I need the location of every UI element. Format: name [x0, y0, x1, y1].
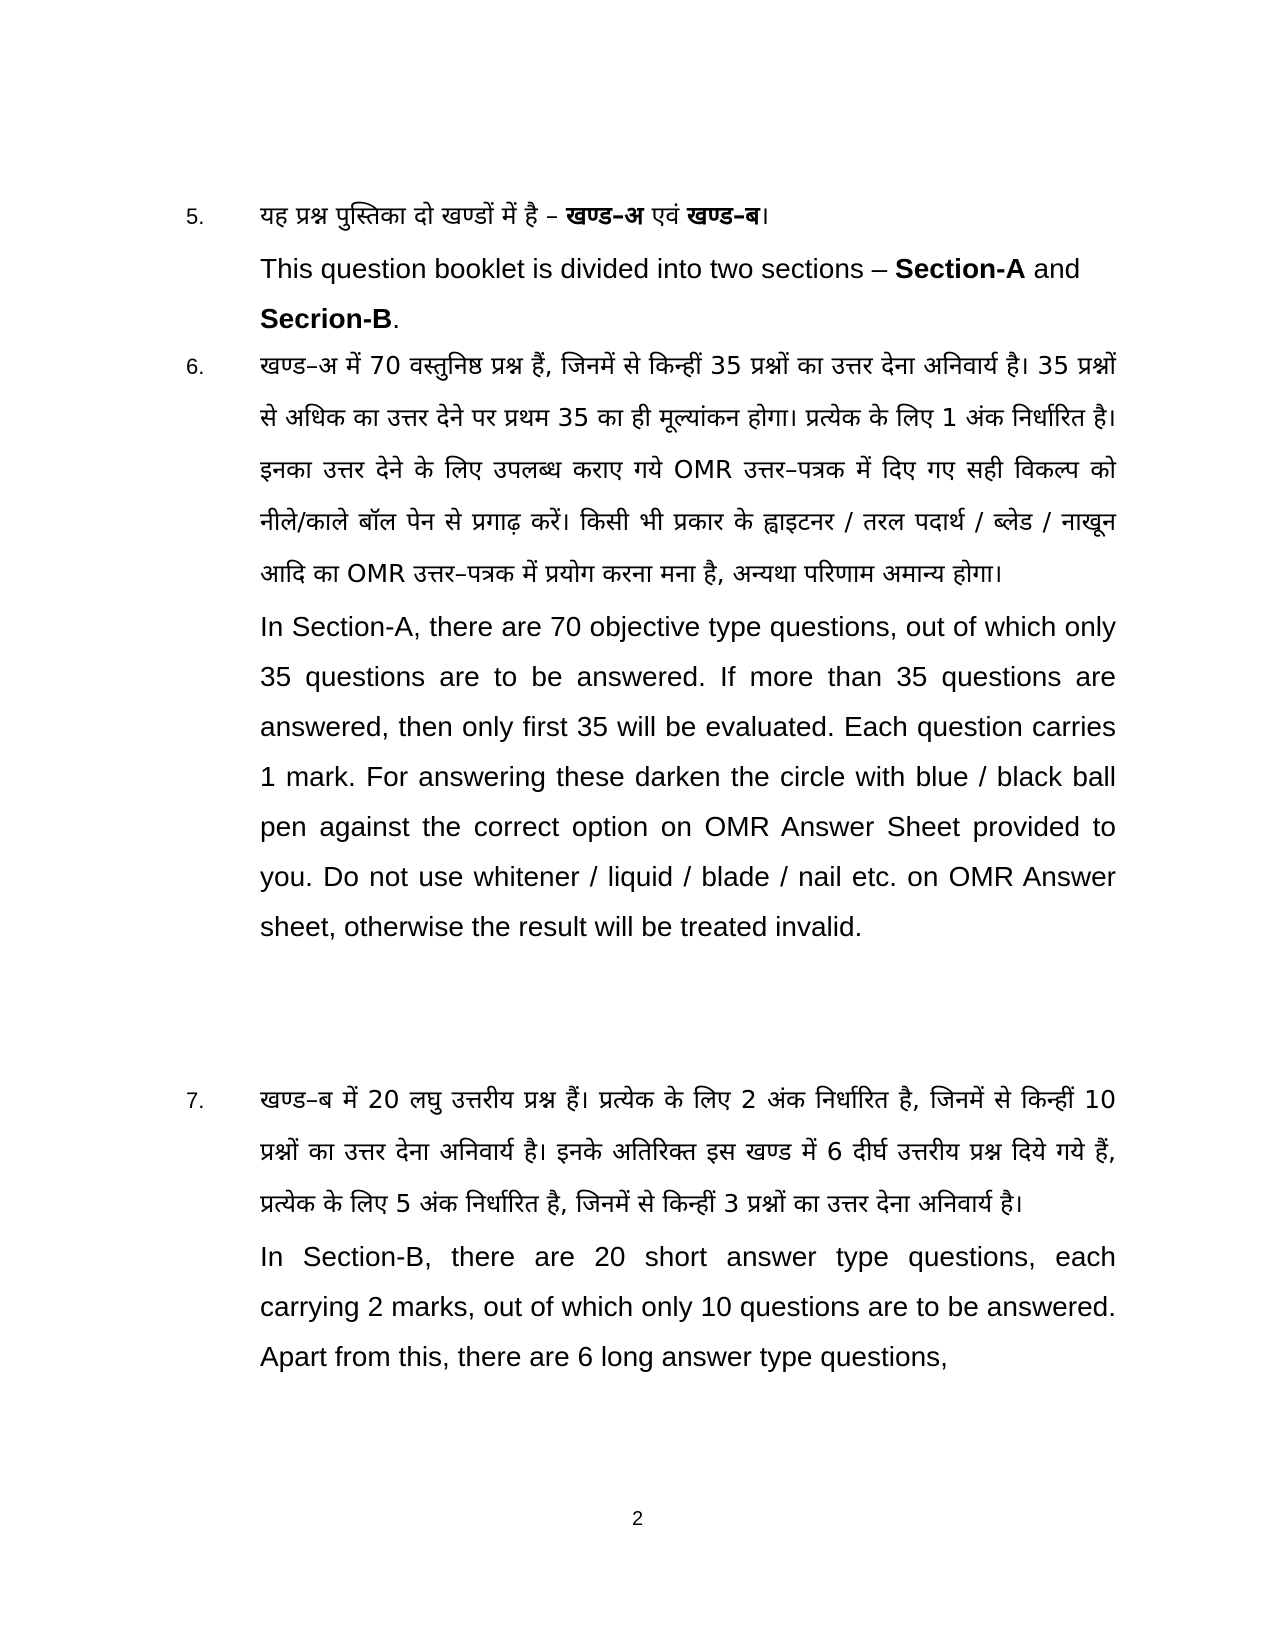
english-section-a-label: Section-A [895, 253, 1026, 284]
english-section-b-label: Secrion-B [260, 303, 393, 334]
hindi-text-part: । [759, 201, 770, 230]
hindi-text-part: यह प्रश्न पुस्तिका दो खण्डों में है – [260, 201, 567, 230]
hindi-text [260, 190, 1116, 242]
page-number: 2 [631, 1508, 644, 1530]
hindi-text: खण्ड–अ में 70 वस्तुनिष्ठ प्रश्न हैं, जिनमें से किन्हीं 35 प्रश्नों का उत्तर देना अनिवार्य है। 35 प्रश्नों से अधिक का उत्तर देने पर प्रथम 35 का ही मूल्यांकन होगा। प्रत्येक के लिए 1 अंक निर्धारित है। इनका उत्तर देने के लिए उपलब्ध कराए गये OMR उत्तर–पत्रक में दिए गए सही विकल्प को नीले/काले बॉल पेन से प्रगाढ़ करें। किसी भी प्रकार के ह्वाइटनर / तरल पदार्थ / ब्लेड / नाखून आदि का OMR उत्तर–पत्रक में प्रयोग करना मना है, अन्यथा परिणाम अमान्य होगा। [260, 351, 1116, 588]
item-body [260, 340, 1116, 952]
item-number: 7. [186, 1088, 205, 1113]
hindi-text-part: एवं [643, 201, 688, 230]
hindi-section-a-label: खण्ड–अ [566, 201, 644, 230]
item-number: 5. [186, 204, 205, 229]
english-text-part: This question booklet is divided into two sections – [260, 253, 896, 284]
hindi-text: खण्ड–ब में 20 लघु उत्तरीय प्रश्न हैं। प्रत्येक के लिए 2 अंक निर्धारित है, जिनमें से किन्हीं 10 प्रश्नों का उत्तर देना अनिवार्य है। इनके अतिरिक्त इस खण्ड में 6 दीर्घ उत्तरीय प्रश्न दिये गये हैं, प्रत्येक के लिए 5 अंक निर्धारित है, जिनमें से किन्हीं 3 प्रश्नों का उत्तर देना अनिवार्य है। [260, 1085, 1116, 1218]
english-text [260, 244, 1116, 344]
item-number: 6. [186, 354, 205, 379]
item-body [260, 190, 1116, 344]
english-text-part: and [1025, 253, 1081, 284]
english-text-part: . [392, 303, 401, 334]
item-body [260, 1074, 1116, 1382]
english-text: In Section-B, there are 20 short answer type questions, each carrying 2 marks, out of which only 10 questions are to be answered. Apart from this, there are 6 long answer type questions, [260, 1241, 1116, 1372]
english-text: In Section-A, there are 70 objective type questions, out of which only 35 questions are to be answered. If more than 35 questions are answered, then only first 35 will be evaluated. Each question carries 1 mark. For answering these darken the circle with blue / black ball pen against the correct option on OMR Answer Sheet provided to you. Do not use whitener / liquid / blade / nail etc. on OMR Answer sheet, otherwise the result will be treated invalid. [260, 611, 1116, 942]
hindi-section-b-label: खण्ड–ब [687, 201, 760, 230]
